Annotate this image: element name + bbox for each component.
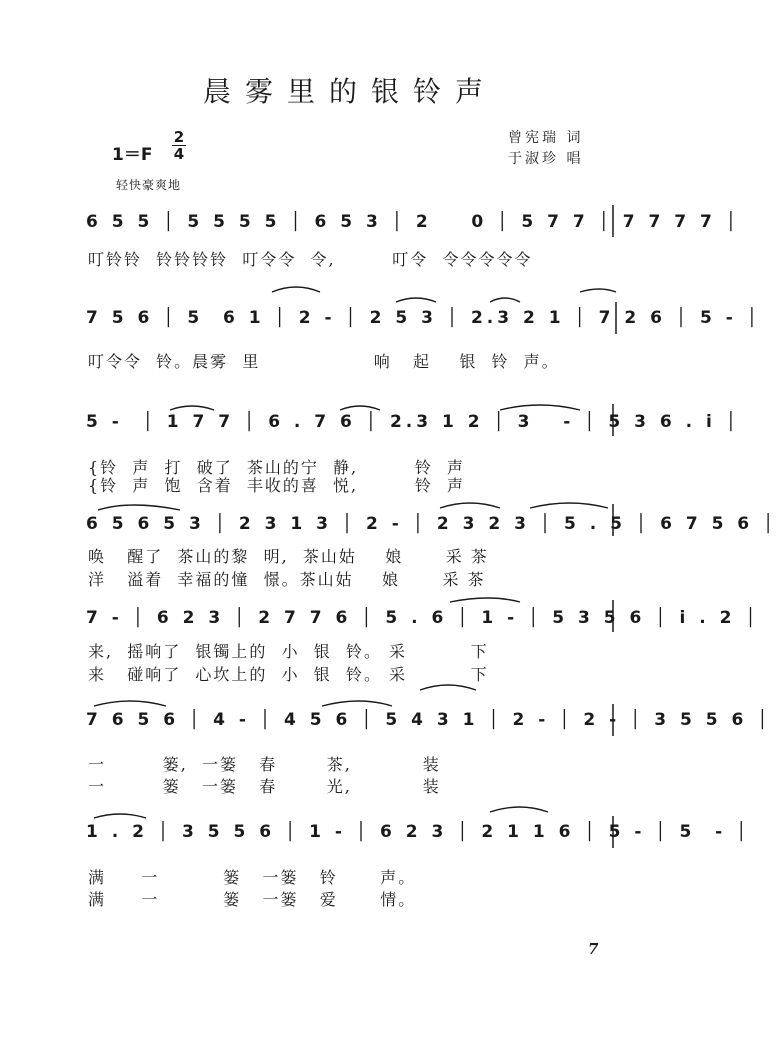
lyric-line-6a: 一 篓, 一篓 春 茶, 装 [88,755,441,774]
lyric-line-7b: 满 一 篓 一篓 爱 情。 [88,890,417,909]
notation-line-2: 7 5 6 │ 5 6 1 │ 2 - │ 2 5 3 │ 2.3 2 1 │ 7 2 6 │ 5 - │ [86,308,762,328]
slur-mark [94,814,146,818]
singer: 于淑珍 唱 [508,151,584,167]
slur-mark [530,503,608,508]
slur-mark [94,701,166,706]
lyricist: 曾宪瑞 词 [508,130,584,146]
lyric-line-4a: 唤 醒了 茶山的黎 明, 茶山姑 娘 采 茶 [88,547,489,566]
slur-mark [490,807,548,812]
notation-line-4: 6 5 6 5 3 │ 2 3 1 3 │ 2 - │ 2 3 2 3 │ 5 . 5 │ 6 7 5 6 │ [86,514,777,534]
time-sig-top: 2 [173,128,185,146]
lyric-line-2a: 叮令令 铃。晨雾 里 响 起 银 铃 声。 [88,352,560,371]
slur-mark [440,503,500,508]
lyric-line-5b: 来 碰响了 心坎上的 小 银 铃。 采 下 [88,665,489,684]
lyric-line-3a: {铃 声 打 破了 茶山的宁 静, 铃 声 [88,458,465,477]
slur-mark [396,298,436,302]
slur-mark [490,298,520,302]
lyric-line-6b: 一 篓 一篓 春 光, 装 [88,777,441,796]
slur-mark [450,598,520,602]
slur-mark [420,685,476,690]
lyric-line-7a: 满 一 篓 一篓 铃 声。 [88,868,417,887]
slur-mark [170,406,214,410]
slur-mark [98,505,180,510]
page-number: 7 [588,940,599,958]
slur-mark [500,405,580,410]
notation-line-3: 5 - │ 1 7 7 │ 6 . 7 6 │ 2.3 1 2 │ 3 - │ 5 3 6 . i │ [86,412,740,432]
lyric-line-1a: 叮铃铃 铃铃铃铃 叮令令 令, 叮令 令令令令令 [88,250,533,269]
lyric-line-3b: {铃 声 饱 含着 丰收的喜 悦, 铃 声 [88,476,465,495]
notation-line-1: 6 5 5 │ 5 5 5 5 │ 6 5 3 │ 2 0 │ 5 7 7 │ 7 7 7 7 │ [86,212,740,232]
notation-line-7: 1 . 2 │ 3 5 5 6 │ 1 - │ 6 2 3 │ 2 1 1 6 │ 5 - │ 5 - │ [86,822,751,842]
lyric-line-4b: 洋 溢着 幸福的憧 憬。茶山姑 娘 采 茶 [88,570,486,589]
lyric-line-5a: 来, 摇响了 银镯上的 小 银 铃。 采 下 [88,642,489,661]
slur-mark [322,701,392,706]
slur-mark [340,406,380,410]
tempo-marking: 轻快豪爽地 [116,178,182,192]
time-sig-bottom: 4 [173,145,185,163]
notation-line-5: 7 - │ 6 2 3 │ 2 7 7 6 │ 5 . 6 │ 1 - │ 5 3 5 6 │ i . 2 │ [86,608,760,628]
notation-line-6: 7 6 5 6 │ 4 - │ 4 5 6 │ 5 4 3 1 │ 2 - │ 2 - │ 3 5 5 6 │ [86,710,772,730]
song-title: 晨雾里的银铃声 [202,75,497,108]
slur-mark [272,287,320,292]
key-signature: 1＝F [112,145,153,165]
slur-mark [580,289,616,292]
